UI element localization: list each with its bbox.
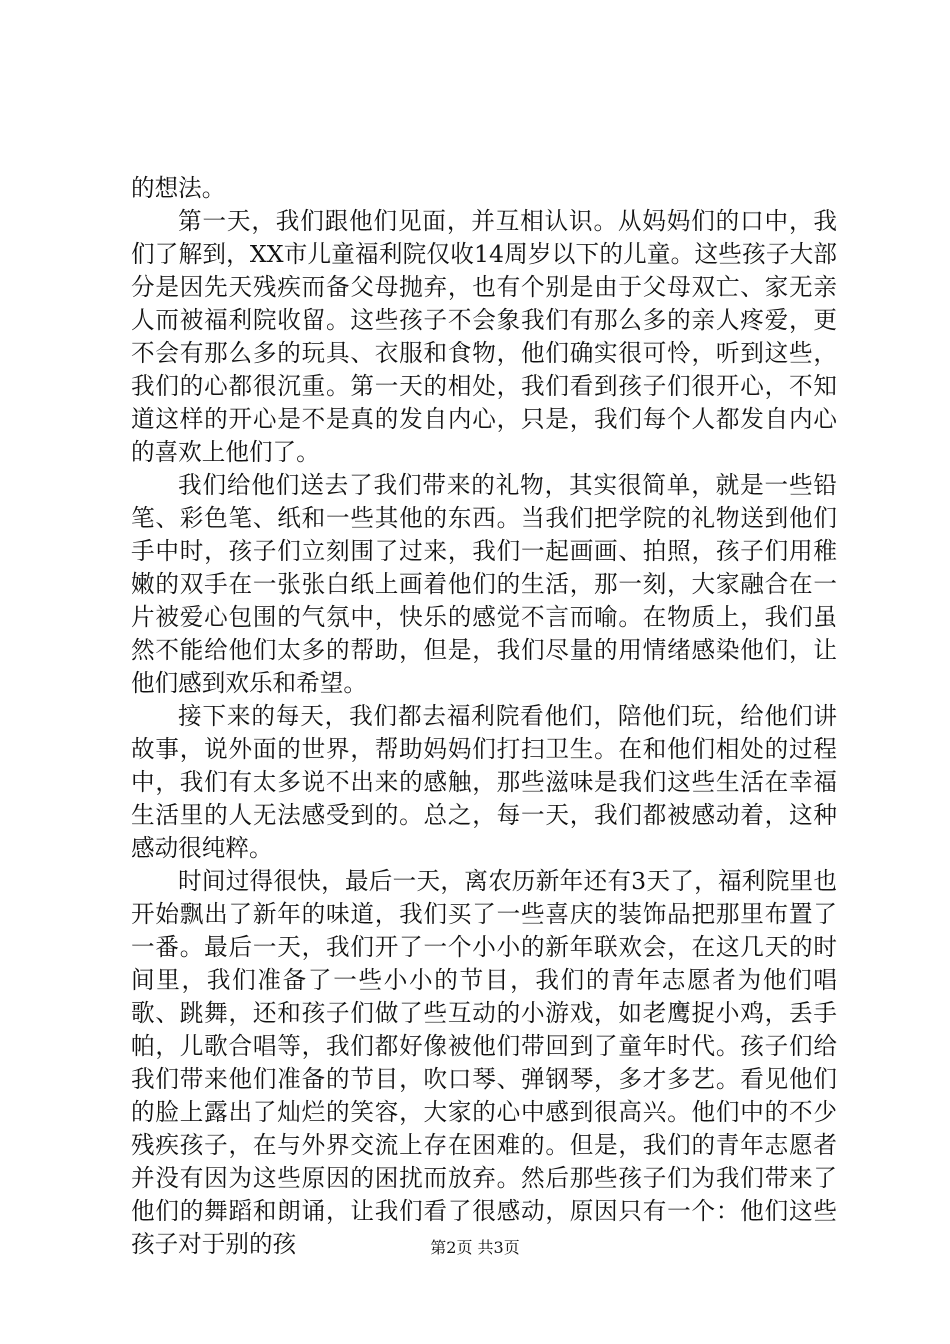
paragraph-2: 第一天，我们跟他们见面，并互相认识。从妈妈们的口中，我们了解到，XX市儿童福利院仅收14周岁以下的儿童。这些孩子大部分是因先天残疾而备父母抛弃，也有个别是由于父母双亡、家无亲人而被福利院收留。这些孩子不会象我们有那么多的亲人疼爱，更不会有那么多的玩具、衣服和食物，他们确实很可怜，听到这些，我们的心都很沉重。第一天的相处，我们看到孩子们很开心，不知道这样的开心是不是真的发自内心，只是，我们每个人都发自内心的喜欢上他们了。: [131, 207, 837, 466]
page-footer: 第2页 共3页: [430, 1238, 520, 1257]
paragraph-5: 时间过得很快，最后一天，离农历新年还有3天了，福利院里也开始飘出了新年的味道，我们买了一些喜庆的装饰品把那里布置了一番。最后一天，我们开了一个小小的新年联欢会，在这几天的时间里，我们准备了一些小小的节目，我们的青年志愿者为他们唱歌、跳舞，还和孩子们做了些互动的小游戏，如老鹰捉小鸡，丢手帕，儿歌合唱等，我们都好像被他们带回到了童年时代。孩子们给我们带来他们准备的节目，吹口琴、弹钢琴，多才多艺。看见他们的脸上露出了灿烂的笑容，大家的心中感到很高兴。他们中的不少残疾孩子，在与外界交流上存在困难的。但是，我们的青年志愿者并没有因为这些原因的困扰而放弃。然后那些孩子们为我们带来了他们的舞蹈和朗诵，让我们看了很感动，原因只有一个：他们这些孩子对于别的孩: [131, 867, 837, 1258]
paragraph-4: 接下来的每天，我们都去福利院看他们，陪他们玩，给他们讲故事，说外面的世界，帮助妈妈们打扫卫生。在和他们相处的过程中，我们有太多说不出来的感触，那些滋味是我们这些生活在幸福生活里的人无法感受到的。总之，每一天，我们都被感动着，这种感动很纯粹。: [131, 702, 837, 862]
body-text: [131, 172, 837, 1261]
paragraph-1: 的想法。: [131, 174, 226, 202]
paragraph-3: 我们给他们送去了我们带来的礼物，其实很简单，就是一些铅笔、彩色笔、纸和一些其他的东西。当我们把学院的礼物送到他们手中时，孩子们立刻围了过来，我们一起画画、拍照，孩子们用稚嫩的双手在一张张白纸上画着他们的生活，那一刻，大家融合在一片被爱心包围的气氛中，快乐的感觉不言而喻。在物质上，我们虽然不能给他们太多的帮助，但是，我们尽量的用情绪感染他们，让他们感到欢乐和希望。: [131, 471, 837, 697]
